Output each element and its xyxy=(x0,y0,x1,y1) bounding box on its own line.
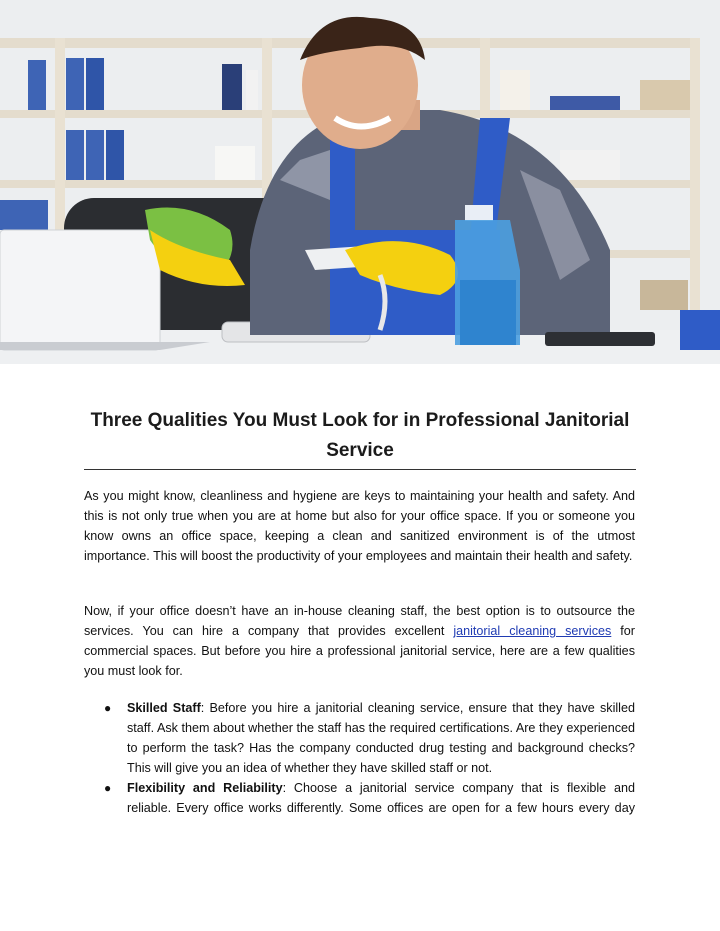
list-item xyxy=(84,778,635,818)
qualities-list xyxy=(84,698,635,818)
p2-text-after: for commercial spaces. But before you hire a professional janitorial service, here are a few qualities you must look for. xyxy=(84,624,635,678)
list-item-text: : Before you hire a janitorial cleaning service, ensure that they have skilled staff. Ask them about whether the staff has the required certifications. Are they experienced to perform the task? Has the company conducted drug testing and background checks? This will give you an idea of whether they have skilled staff or not. xyxy=(127,701,635,775)
bullet-icon: ● xyxy=(104,781,112,795)
intro-paragraph: As you might know, cleanliness and hygiene are keys to maintaining your health and safety. And this is not only true when you are at home but also for your office space. If you or someone you know owns an office space, keeping a clean and sanitized environment is of the utmost importance. This will boost the productivity of your employees and maintain their health and safety. xyxy=(84,489,635,563)
list-item-text: : Choose a janitorial service company that is flexible and reliable. Every office works differently. Some offices are open for a few hours every day xyxy=(127,781,636,815)
list-item-label: Flexibility and Reliability xyxy=(127,781,283,795)
list-item xyxy=(84,698,635,778)
p2-text-before: Now, if your office doesn’t have an in-house cleaning staff, the best option is to outsource the services. You can hire a company that provides excellent xyxy=(84,604,635,638)
janitor-illustration xyxy=(0,0,720,364)
hero-image xyxy=(0,0,720,364)
title-divider xyxy=(84,469,636,470)
bullet-icon: ● xyxy=(104,701,112,715)
outsourcing-paragraph xyxy=(84,601,635,681)
janitorial-services-link[interactable]: janitorial cleaning services xyxy=(453,624,612,638)
list-item-label: Skilled Staff xyxy=(127,701,201,715)
article-title: Three Qualities You Must Look for in Professional Janitorial Service xyxy=(90,410,630,461)
